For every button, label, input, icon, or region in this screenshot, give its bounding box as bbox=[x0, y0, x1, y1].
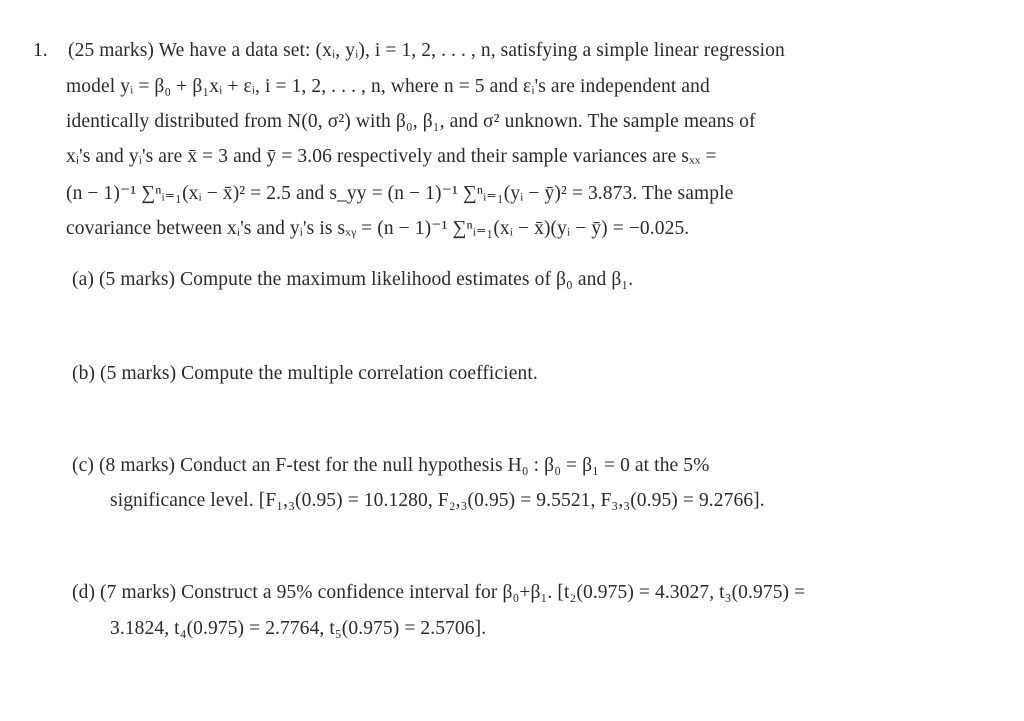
part-c-line-1 bbox=[72, 455, 709, 477]
part-a-text: (5 marks) Compute the maximum likelihood estimates of β₀ and β₁. bbox=[98, 269, 634, 290]
part-a-label: (a) bbox=[72, 269, 94, 290]
question-line-2: model yᵢ = β₀ + β₁xᵢ + εᵢ, i = 1, 2, . . . , n, where n = 5 and εᵢ's are independent and bbox=[66, 76, 710, 97]
part-d-line-1 bbox=[72, 582, 805, 604]
question-line-5: (n − 1)⁻¹ ∑ⁿᵢ₌₁(xᵢ − x̄)² = 2.5 and s_yy = (n − 1)⁻¹ ∑ⁿᵢ₌₁(yᵢ − ȳ)² = 3.873. The sample bbox=[66, 183, 734, 204]
part-d-text-1: (7 marks) Construct a 95% confidence interval for β₀+β₁. [t₂(0.975) = 4.3027, t₃(0.975) = bbox=[100, 582, 806, 603]
part-b-text: (5 marks) Compute the multiple correlation coefficient. bbox=[100, 363, 538, 384]
part-a bbox=[72, 269, 633, 291]
question-number: 1. bbox=[33, 40, 48, 61]
part-c-text-1: (8 marks) Conduct an F-test for the null hypothesis H₀ : β₀ = β₁ = 0 at the 5% bbox=[98, 455, 710, 476]
part-d-label: (d) bbox=[72, 582, 96, 603]
part-c-label: (c) bbox=[72, 455, 94, 476]
question-line-4: xᵢ's and yᵢ's are x̄ = 3 and ȳ = 3.06 respectively and their sample variances are sₓₓ = bbox=[66, 146, 717, 167]
question-line-6: covariance between xᵢ's and yᵢ's is sₓᵧ = (n − 1)⁻¹ ∑ⁿᵢ₌₁(xᵢ − x̄)(yᵢ − ȳ) = −0.025. bbox=[66, 218, 690, 239]
part-b bbox=[72, 363, 538, 385]
question-line-3: identically distributed from N(0, σ²) with β₀, β₁, and σ² unknown. The sample means of bbox=[66, 111, 756, 132]
part-b-label: (b) bbox=[72, 363, 96, 384]
part-c-line-2: significance level. [F₁,₃(0.95) = 10.1280, F₂,₃(0.95) = 9.5521, F₃,₃(0.95) = 9.2766]. bbox=[110, 490, 765, 511]
part-d-line-2: 3.1824, t₄(0.975) = 2.7764, t₅(0.975) = 2.5706]. bbox=[110, 618, 487, 639]
question-line-1: (25 marks) We have a data set: (xᵢ, yᵢ), i = 1, 2, . . . , n, satisfying a simple linear regression bbox=[68, 40, 785, 61]
